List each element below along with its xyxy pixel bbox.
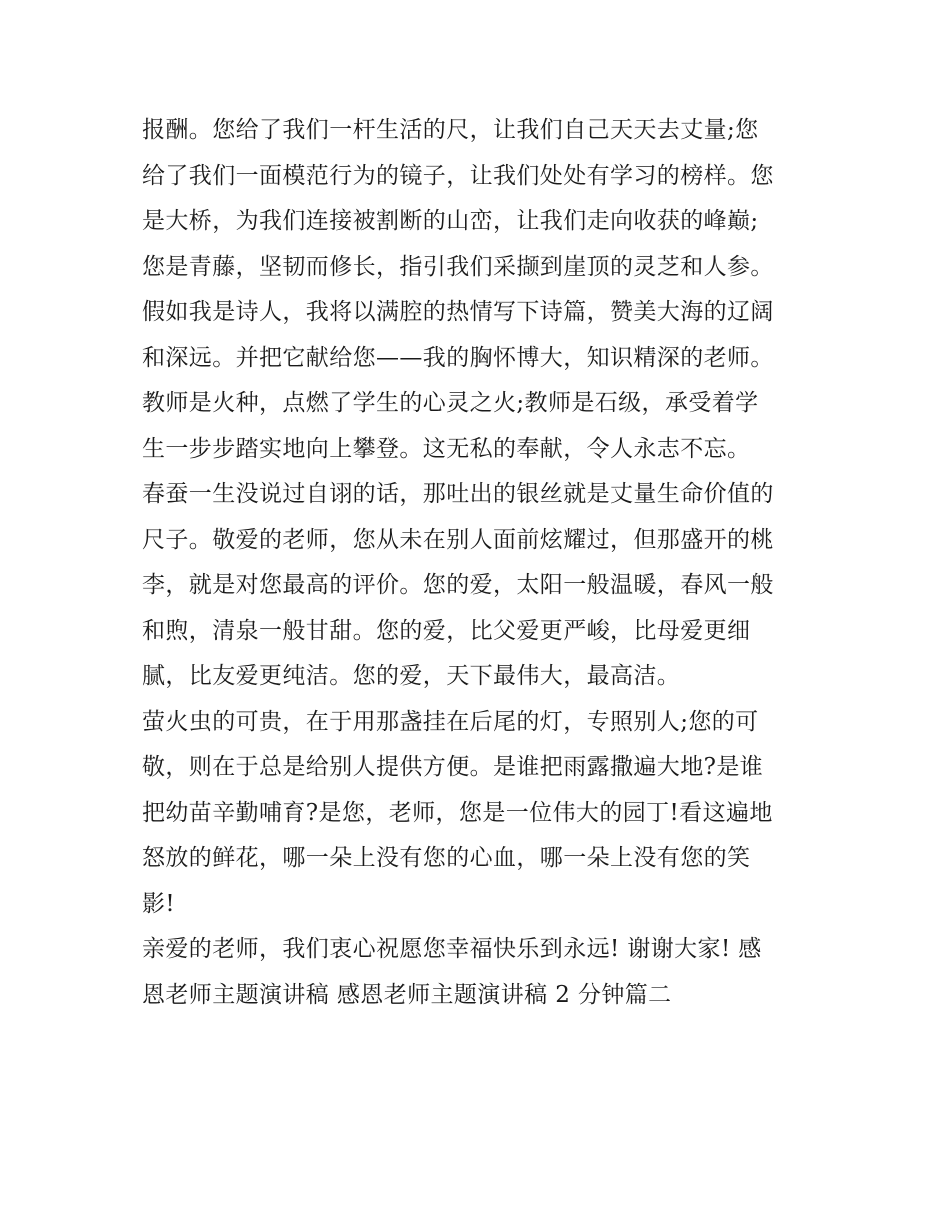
text-line: 您是青藤，坚韧而修长，指引我们采撷到崖顶的灵芝和人参。 xyxy=(142,253,774,280)
text-line: 亲爱的老师，我们衷心祝愿您幸福快乐到永远! 谢谢大家! 感 xyxy=(142,936,762,962)
text-line: 影! xyxy=(142,890,176,917)
text-line: 是大桥，为我们连接被割断的山峦，让我们走向收获的峰巅; xyxy=(142,208,759,234)
text-line: 假如我是诗人，我将以满腔的热情写下诗篇，赞美大海的辽阔 xyxy=(142,299,774,325)
text-line: 和煦，清泉一般甘甜。您的爱，比父爱更严峻，比母爱更细 xyxy=(142,617,751,644)
text-line: 尺子。敬爱的老师，您从未在别人面前炫耀过，但那盛开的桃 xyxy=(142,526,774,553)
text-line: 腻，比友爱更纯洁。您的爱，天下最伟大，最高洁。 xyxy=(142,663,681,689)
text-line: 教师是火种，点燃了学生的心灵之火;教师是石级，承受着学 xyxy=(142,390,759,416)
text-line: 春蚕一生没说过自诩的话，那吐出的银丝就是丈量生命价值的 xyxy=(142,481,774,507)
document-body xyxy=(142,108,822,1018)
text-line: 恩老师主题演讲稿 感恩老师主题演讲稿 2 分钟篇二 xyxy=(142,981,672,1008)
text-line: 把幼苗辛勤哺育?是您，老师，您是一位伟大的园丁!看这遍地 xyxy=(142,799,773,826)
text-line: 生一步步踏实地向上攀登。这无私的奉献，令人永志不忘。 xyxy=(142,435,751,462)
text-line: 李，就是对您最高的评价。您的爱，太阳一般温暖，春风一般 xyxy=(142,572,774,598)
text-line: 报酬。您给了我们一杆生活的尺，让我们自己天天去丈量;您 xyxy=(142,117,759,143)
text-line: 给了我们一面模范行为的镜子，让我们处处有学习的榜样。您 xyxy=(142,162,774,189)
text-line: 怒放的鲜花，哪一朵上没有您的心血，哪一朵上没有您的笑 xyxy=(142,845,751,871)
text-line: 萤火虫的可贵，在于用那盏挂在后尾的灯，专照别人;您的可 xyxy=(142,708,759,735)
text-line: 敬，则在于总是给别人提供方便。是谁把雨露撒遍大地?是谁 xyxy=(142,754,764,780)
text-line: 和深远。并把它献给您——我的胸怀博大，知识精深的老师。 xyxy=(142,344,774,371)
